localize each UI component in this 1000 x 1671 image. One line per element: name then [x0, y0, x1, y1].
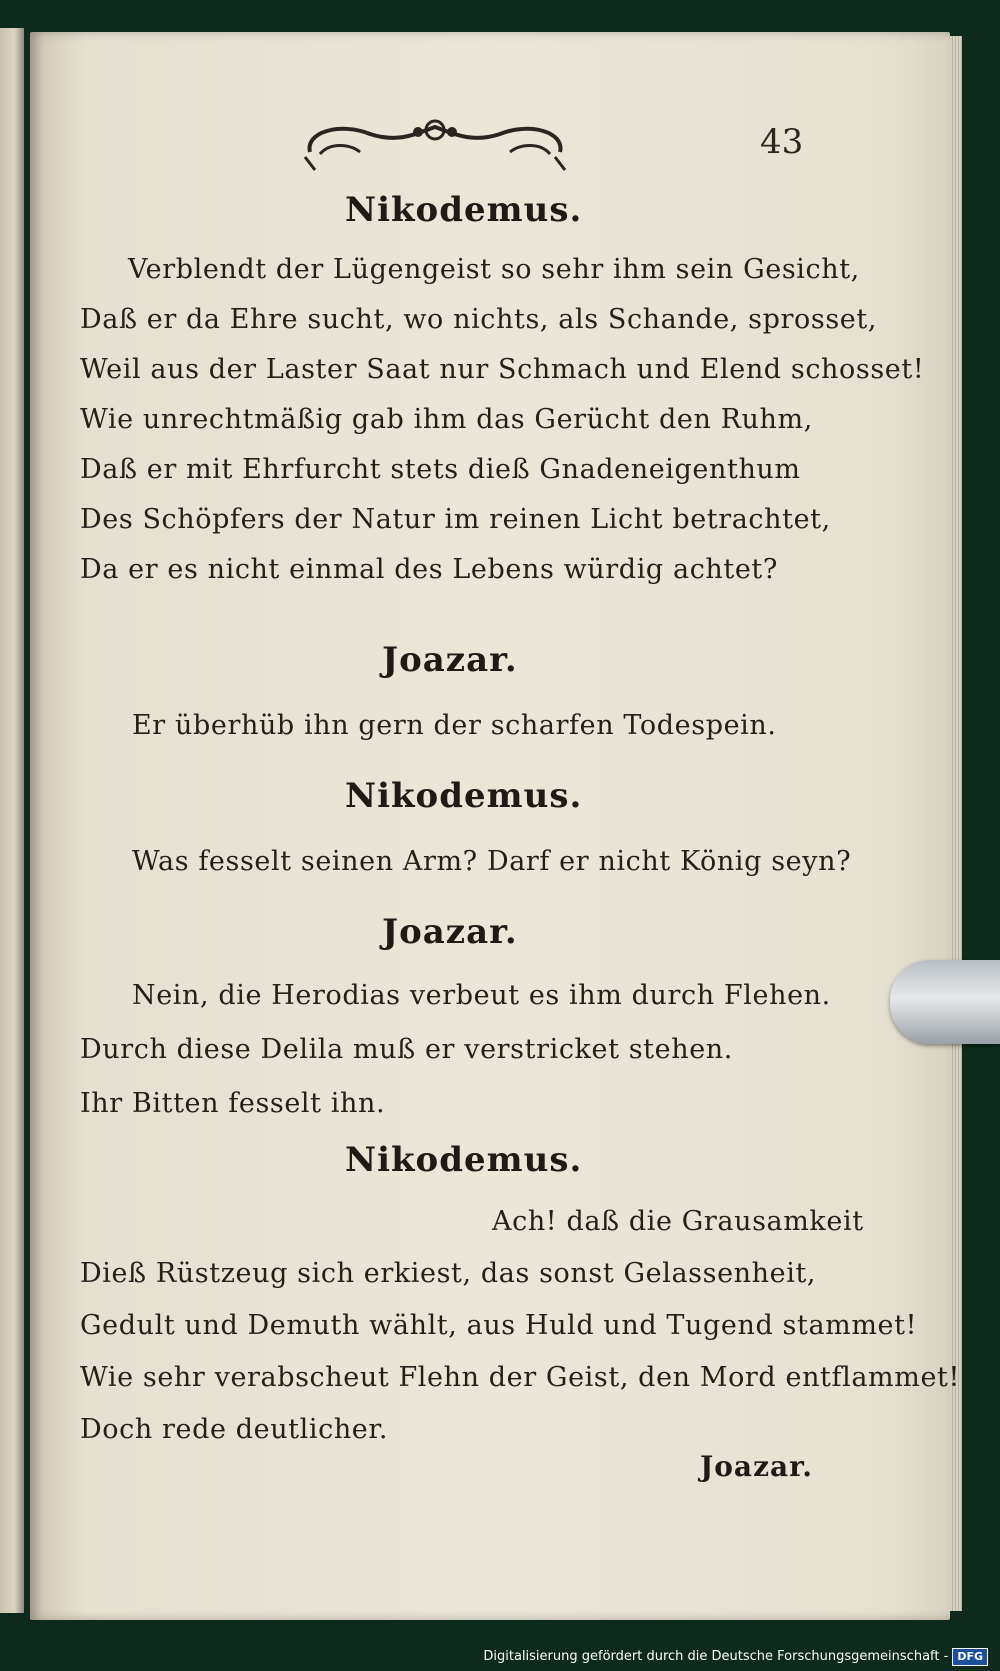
- verse-line: Wie unrechtmäßig gab ihm das Gerücht den Ruhm,: [80, 404, 813, 435]
- page-number: 43: [760, 122, 804, 162]
- verse-line: Daß er mit Ehrfurcht stets dieß Gnadeneigenthum: [80, 454, 801, 485]
- ornament-icon: [300, 112, 570, 172]
- verse-line: Er überhüb ihn gern der scharfen Todespein.: [132, 710, 777, 741]
- verse-line: Da er es nicht einmal des Lebens würdig achtet?: [80, 554, 778, 585]
- speaker-heading-joazar: Joazar.: [382, 912, 518, 952]
- verse-line: Durch diese Delila muß er verstricket stehen.: [80, 1034, 733, 1065]
- speaker-heading-nikodemus: Nikodemus.: [345, 190, 583, 230]
- adjacent-page-edge: [0, 28, 24, 1613]
- speaker-heading-nikodemus: Nikodemus.: [345, 776, 583, 816]
- verse-line: Verblendt der Lügengeist so sehr ihm sein Gesicht,: [128, 254, 860, 285]
- verse-line: Wie sehr verabscheut Flehn der Geist, den Mord entflammet!: [80, 1362, 960, 1393]
- speaker-heading-joazar: Joazar.: [382, 640, 518, 680]
- page-clip: [890, 960, 1000, 1044]
- verse-line: Daß er da Ehre sucht, wo nichts, als Schande, sprosset,: [80, 304, 878, 335]
- verse-line: Was fesselt seinen Arm? Darf er nicht König seyn?: [132, 846, 852, 877]
- verse-line: Doch rede deutlicher.: [80, 1414, 389, 1445]
- verse-line: Dieß Rüstzeug sich erkiest, das sonst Gelassenheit,: [80, 1258, 817, 1289]
- verse-line: Weil aus der Laster Saat nur Schmach und Elend schosset!: [80, 354, 925, 385]
- credit-text: Digitalisierung gefördert durch die Deutsche Forschungsgemeinschaft -: [483, 1649, 949, 1664]
- speaker-heading-nikodemus: Nikodemus.: [345, 1140, 583, 1180]
- verse-line: Gedult und Demuth wählt, aus Huld und Tugend stammet!: [80, 1310, 918, 1341]
- catchword: Joazar.: [700, 1450, 814, 1483]
- verse-line: Nein, die Herodias verbeut es ihm durch Flehen.: [132, 980, 831, 1011]
- verse-line: Ach! daß die Grausamkeit: [492, 1206, 864, 1237]
- dfg-logo: DFG: [952, 1648, 988, 1666]
- verse-line: Ihr Bitten fesselt ihn.: [80, 1088, 386, 1119]
- verse-line: Des Schöpfers der Natur im reinen Licht betrachtet,: [80, 504, 831, 535]
- digitization-credit: [483, 1646, 988, 1668]
